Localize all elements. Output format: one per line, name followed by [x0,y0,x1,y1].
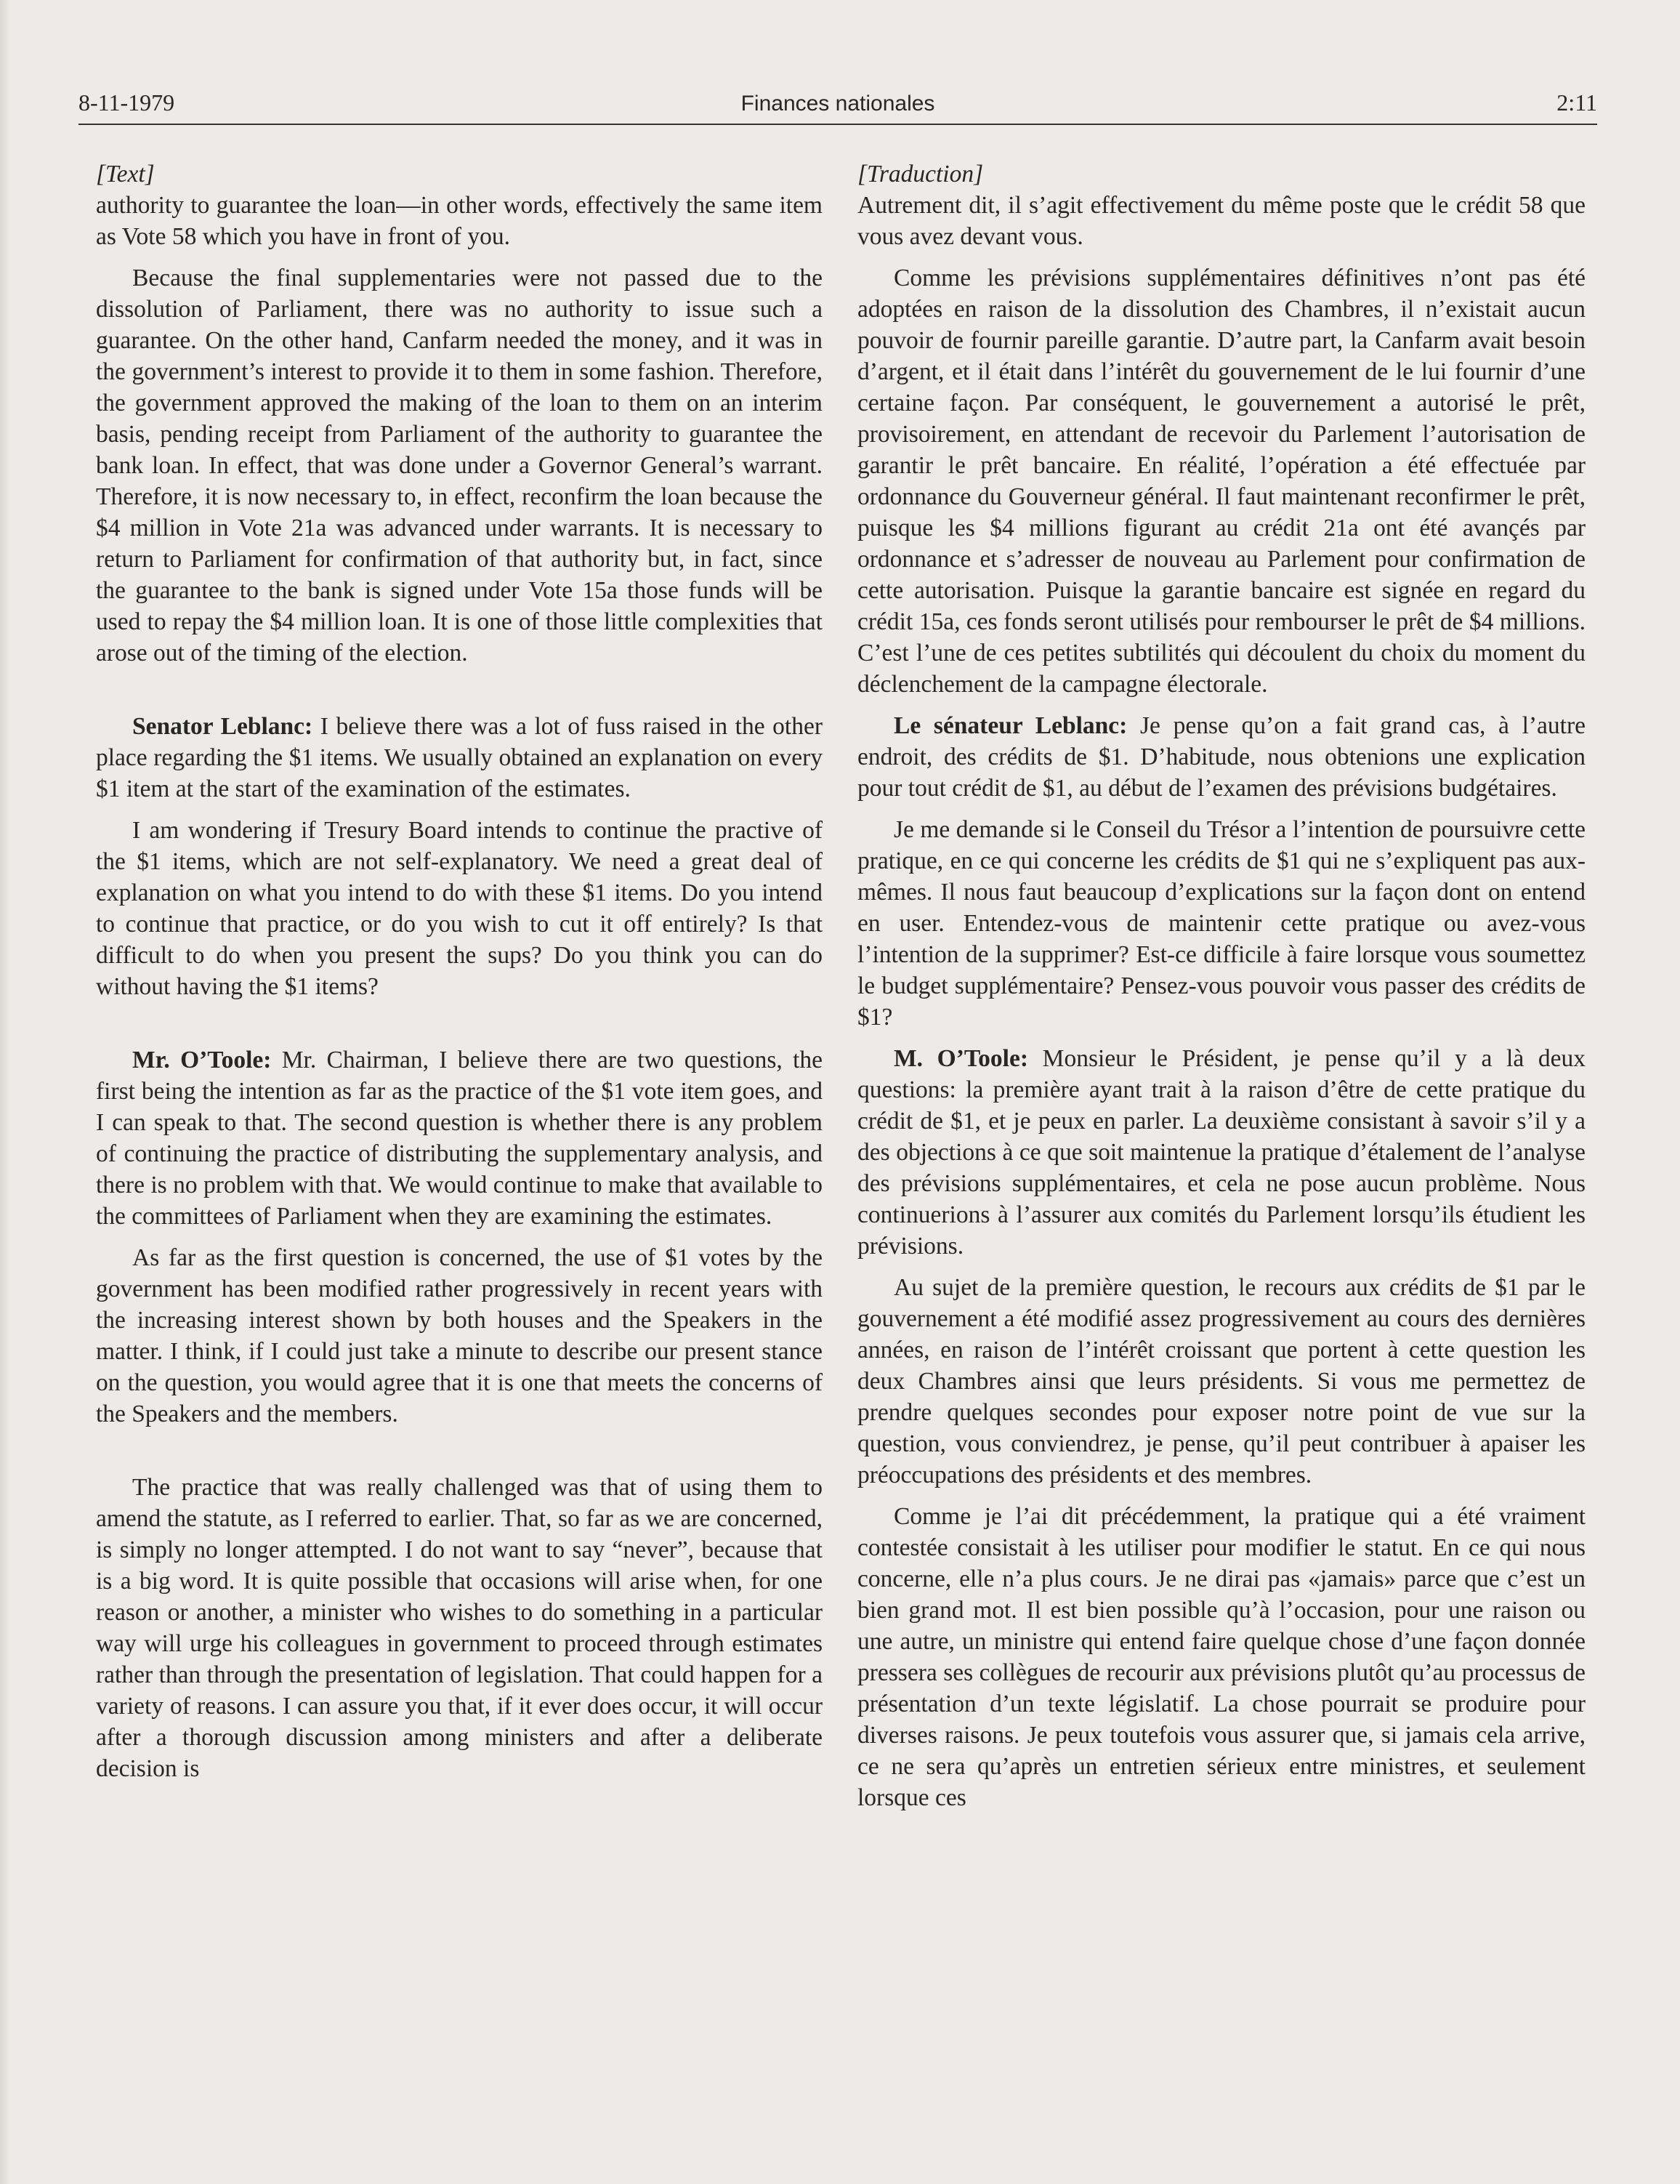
speaker-name: Mr. O’Toole: [132,1047,272,1073]
page-edge [0,0,10,2184]
paragraph [96,1044,823,1232]
paragraph [96,711,823,805]
english-column [96,158,823,1794]
paragraph: Because the final supplementaries were not passed due to the dissolution of Parliament, there was no authority to issue such a guarantee. On the other hand, Canfarm needed the money, and it was in the government’s interest to provide it to them in some fashion. Therefore, the government approved the making of the loan to them on an interim basis, pending receipt from Parliament of the authority to guarantee the bank loan. In effect, that was done under a Governor General’s warrant. Therefore, it is now necessary to, in effect, reconfirm the loan because the $4 million in Vote 21a was advanced under warrants. It is necessary to return to Parliament for confirmation of that authority but, in fact, since the guarantee to the bank is signed under Vote 15a those funds will be used to repay the $4 million loan. It is one of those little complexities that arose out of the timing of the election. [96,265,823,666]
paragraph: Au sujet de la première question, le recours aux crédits de $1 par le gouvernement a été modifié assez progressivement au cours des dernières années, en raison de l’intérêt croissant que portent à cette question les deux Chambres ainsi que leurs présidents. Si vous me permettez de prendre quelques secondes pour exposer notre point de vue sur la question, vous conviendrez, je pense, qu’il peut contribuer à apaiser les préoccupations des présidents et des membres. [857,1274,1586,1488]
paragraph [857,1043,1586,1262]
paragraph: As far as the first question is concerned, the use of $1 votes by the government has been modified rather progressively in recent years with the increasing interest shown by both houses and the Speakers in the matter. I think, if I could just take a minute to describe our present stance on the question, you would agree that it is one that meets the concerns of the Speakers and the members. [96,1244,823,1427]
speaker-name: M. O’Toole: [894,1045,1028,1072]
text-tag: [Text] [96,161,155,188]
header-date: 8-11-1979 [78,89,175,116]
paragraph: I am wondering if Tresury Board intends to continue the practive of the $1 items, which are not self-explanatory. We need a great deal of explanation on what you intend to do with these $1 items. Do you intend to continue that practice, or do you wish to cut it off entirely? Is that difficult to do when you present the sups? Do you think you can do without having the $1 items? [96,817,823,1000]
speaker-name: Le sénateur Leblanc: [894,712,1128,739]
speaker-name: Senator Leblanc: [132,713,313,740]
paragraph: Comme les prévisions supplémentaires définitives n’ont pas été adoptées en raison de la dissolution des Chambres, il n’existait aucun pouvoir de fournir pareille garantie. D’autre part, la Canfarm avait besoin d’argent, et il était dans l’intérêt du gouvernement de le lui fournir d’une certaine façon. Par conséquent, le gouvernement a autorisé le prêt, provisoirement, en attendant de recevoir du Parlement l’autorisation de garantir le prêt bancaire. En réalité, l’opération a été effectuée par ordonnance du Gouverneur général. Il faut maintenant reconfirmer le prêt, puisque les $4 millions figurant au crédit 21a ont été avançés par ordonnance et s’adresser de nouveau au Parlement pour confirmation de cette autorisation. Puisque la garantie bancaire est signée en regard du crédit 15a, ces fonds seront utilisés pour rembourser le prêt de $4 millions. C’est l’une de ces petites subtilités qui découlent du choix du moment du déclenchement de la campagne électorale. [857,265,1586,698]
page-header [78,80,1597,125]
paragraph: The practice that was really challenged was that of using them to amend the statute, as I referred to earlier. That, so far as we are concerned, is simply no longer attempted. I do not want to say “never”, because that is a big word. It is quite possible that occasions will arise when, for one reason or another, a minister who wishes to do something in a particular way will urge his colleagues in government to proceed through estimates rather than through the presentation of legislation. That could happen for a variety of reasons. I can assure you that, if it ever does occur, it will occur after a thorough discussion among ministers and after a deliberate decision is [96,1474,823,1782]
paragraph-text: I believe there was a lot of fuss raised in the other place regarding the $1 items. We usually obtained an explanation on every $1 item at the start of the examination of the estimates. [96,713,823,802]
translation-tag: [Traduction] [857,161,984,188]
french-column [857,158,1586,1824]
paragraph-text: Je pense qu’on a fait grand cas, à l’autre endroit, des crédits de $1. D’habitude, nous obtenions une explication pour tout crédit de $1, au début de l’examen des prévisions budgétaires. [857,712,1586,802]
paragraph [857,710,1586,804]
paragraph: Comme je l’ai dit précédemment, la pratique qui a été vraiment contestée consistait à les utiliser pour modifier le statut. En ce qui nous concerne, elle n’a plus cours. Je ne dirai pas «jamais» parce que c’est un bien grand mot. Il est bien possible qu’à l’occasion, pour une raison ou une autre, un ministre qui entend faire quelque chose d’une façon donnée pressera ses collègues de recourir aux prévisions plutôt qu’au processus de présentation d’un texte législatif. La chose pourrait se produire pour diverses raisons. Je peux toutefois vous assurer que, si jamais cela arrive, ce ne sera qu’après un entretien sérieux entre ministres, et seulement lorsque ces [857,1503,1586,1811]
header-page-number: 2:11 [1556,89,1597,116]
paragraph-text: Monsieur le Président, je pense qu’il y a là deux questions: la première ayant trait à la raison d’être de cette pratique du crédit de $1, et je peux en parler. La deuxième consistant à savoir s’il y a des objections à ce que soit maintenue la pratique d’étalement de l’analyse des prévisions supplémentaires, et cela ne pose aucun problème. Nous continuerions à l’assurer aux comités du Parlement lorsqu’ils étudient les prévisions. [857,1045,1586,1260]
paragraph: Je me demande si le Conseil du Trésor a l’intention de poursuivre cette pratique, en ce qui concerne les crédits de $1 qui ne s’expliquent pas aux-mêmes. Il nous faut beaucoup d’explications sur la façon dont on entend en user. Entendez-vous de maintenir cette pratique ou avez-vous l’intention de la supprimer? Est-ce difficile à faire lorsque vous soumettez le budget supplémentaire? Pensez-vous pouvoir vous passer des crédits de $1? [857,816,1586,1031]
paragraph-text: Mr. Chairman, I believe there are two questions, the first being the intention as far as the practice of the $1 vote item goes, and I can speak to that. The second question is whether there is any problem of continuing the practice of distributing the supplementary analysis, and there is no problem with that. We would continue to make that available to the committees of Parliament when they are examining the estimates. [96,1047,823,1230]
paragraph: Autrement dit, il s’agit effectivement du même poste que le crédit 58 que vous avez devant vous. [857,192,1586,250]
header-title: Finances nationales [740,92,935,116]
paragraph: authority to guarantee the loan—in other words, effectively the same item as Vote 58 which you have in front of you. [96,192,823,250]
